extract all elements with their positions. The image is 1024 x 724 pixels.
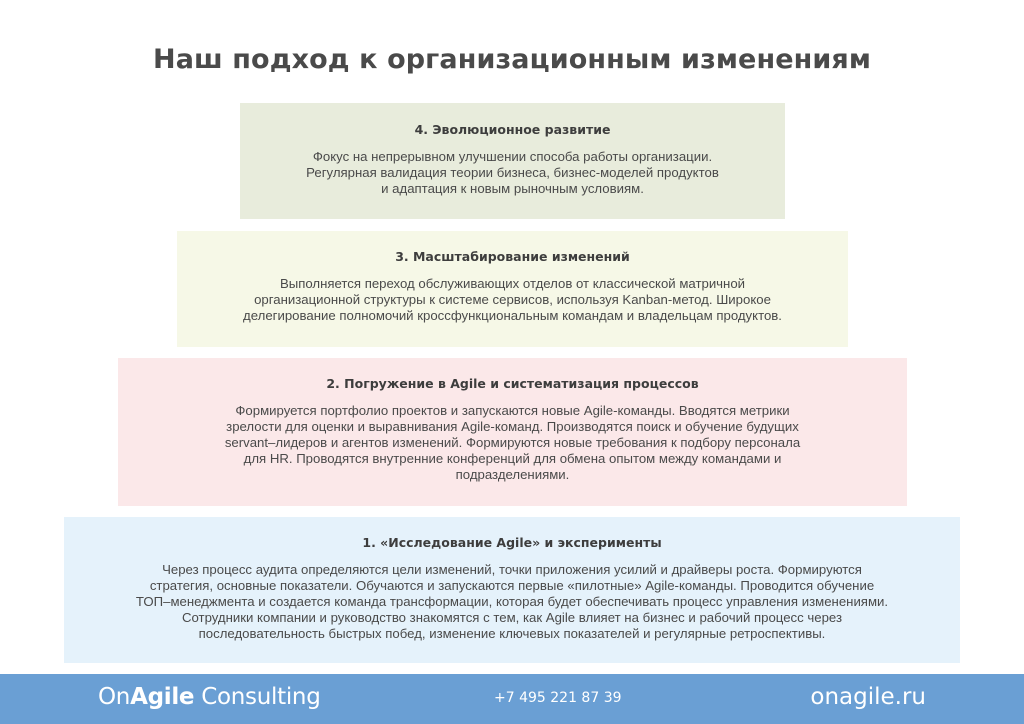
description-line: последовательность быстрых побед, изменение ключевых показателей и регулярные ретроспективы. (198, 626, 826, 641)
company-logo (98, 684, 321, 710)
description-line: Регулярная валидация теории бизнеса, бизнес-моделей продуктов (306, 165, 719, 180)
stage-description (118, 403, 907, 483)
stage-description (177, 276, 848, 324)
stage-heading: 3. Масштабирование изменений (395, 249, 630, 264)
stage-heading: 2. Погружение в Agile и систематизация процессов (326, 376, 699, 391)
stage-1-agile-research (64, 517, 960, 663)
stage-description (64, 562, 960, 642)
description-line: servant–лидеров и агентов изменений. Формируются новые требования к подбору персонала (224, 435, 801, 450)
stage-heading: 4. Эволюционное развитие (414, 122, 611, 137)
brand-suffix: Consulting (194, 684, 321, 710)
description-line: для HR. Проводятся внутренние конференций для обмена опытом между командами и (243, 451, 782, 466)
page-title: Наш подход к организационным изменениям (153, 44, 871, 75)
description-line: Выполняется переход обслуживающих отделов от классической матричной (279, 276, 746, 291)
description-line: подразделениями. (455, 467, 570, 482)
phone-number: +7 495 221 87 39 (494, 690, 622, 706)
stage-3-scaling-changes (177, 231, 848, 347)
description-line: Через процесс аудита определяются цели изменений, точки приложения усилий и драйверы роста. Формируются (162, 562, 862, 577)
description-line: делегирование полномочий кроссфункциональным командам и владельцам продуктов. (243, 308, 782, 323)
stage-2-agile-immersion (118, 358, 907, 506)
stage-4-evolutionary-development (240, 103, 785, 219)
description-line: зрелости для оценки и выравнивания Agile-команд. Производятся поиск и обучение будущих (226, 419, 799, 434)
stage-description (240, 149, 785, 197)
description-line: и адаптация к новым рыночным условиям. (381, 181, 644, 196)
stage-heading: 1. «Исследование Agile» и эксперименты (362, 535, 662, 550)
description-line: Формируется портфолио проектов и запускаются новые Agile-команды. Вводятся метрики (235, 403, 790, 418)
description-line: ТОП–менеджмента и создается команда трансформации, которая будет обеспечивать процесс управления изменениями. (135, 594, 889, 609)
description-line: организационной структуры к системе сервисов, используя Kanban-метод. Широкое (254, 292, 771, 307)
description-line: Сотрудники компании и руководство знакомятся с тем, как Agile влияет на бизнес и рабочий процесс через (181, 610, 843, 625)
description-line: стратегия, основные показатели. Обучаются и запускаются первые «пилотные» Agile-команды. Проводится обучение (149, 578, 875, 593)
brand-prefix: On (98, 684, 131, 710)
brand-bold: Agile (130, 684, 195, 710)
footer-bar (0, 674, 1024, 724)
description-line: Фокус на непрерывном улучшении способа работы организации. (312, 149, 713, 164)
website-link[interactable]: onagile.ru (810, 684, 926, 710)
